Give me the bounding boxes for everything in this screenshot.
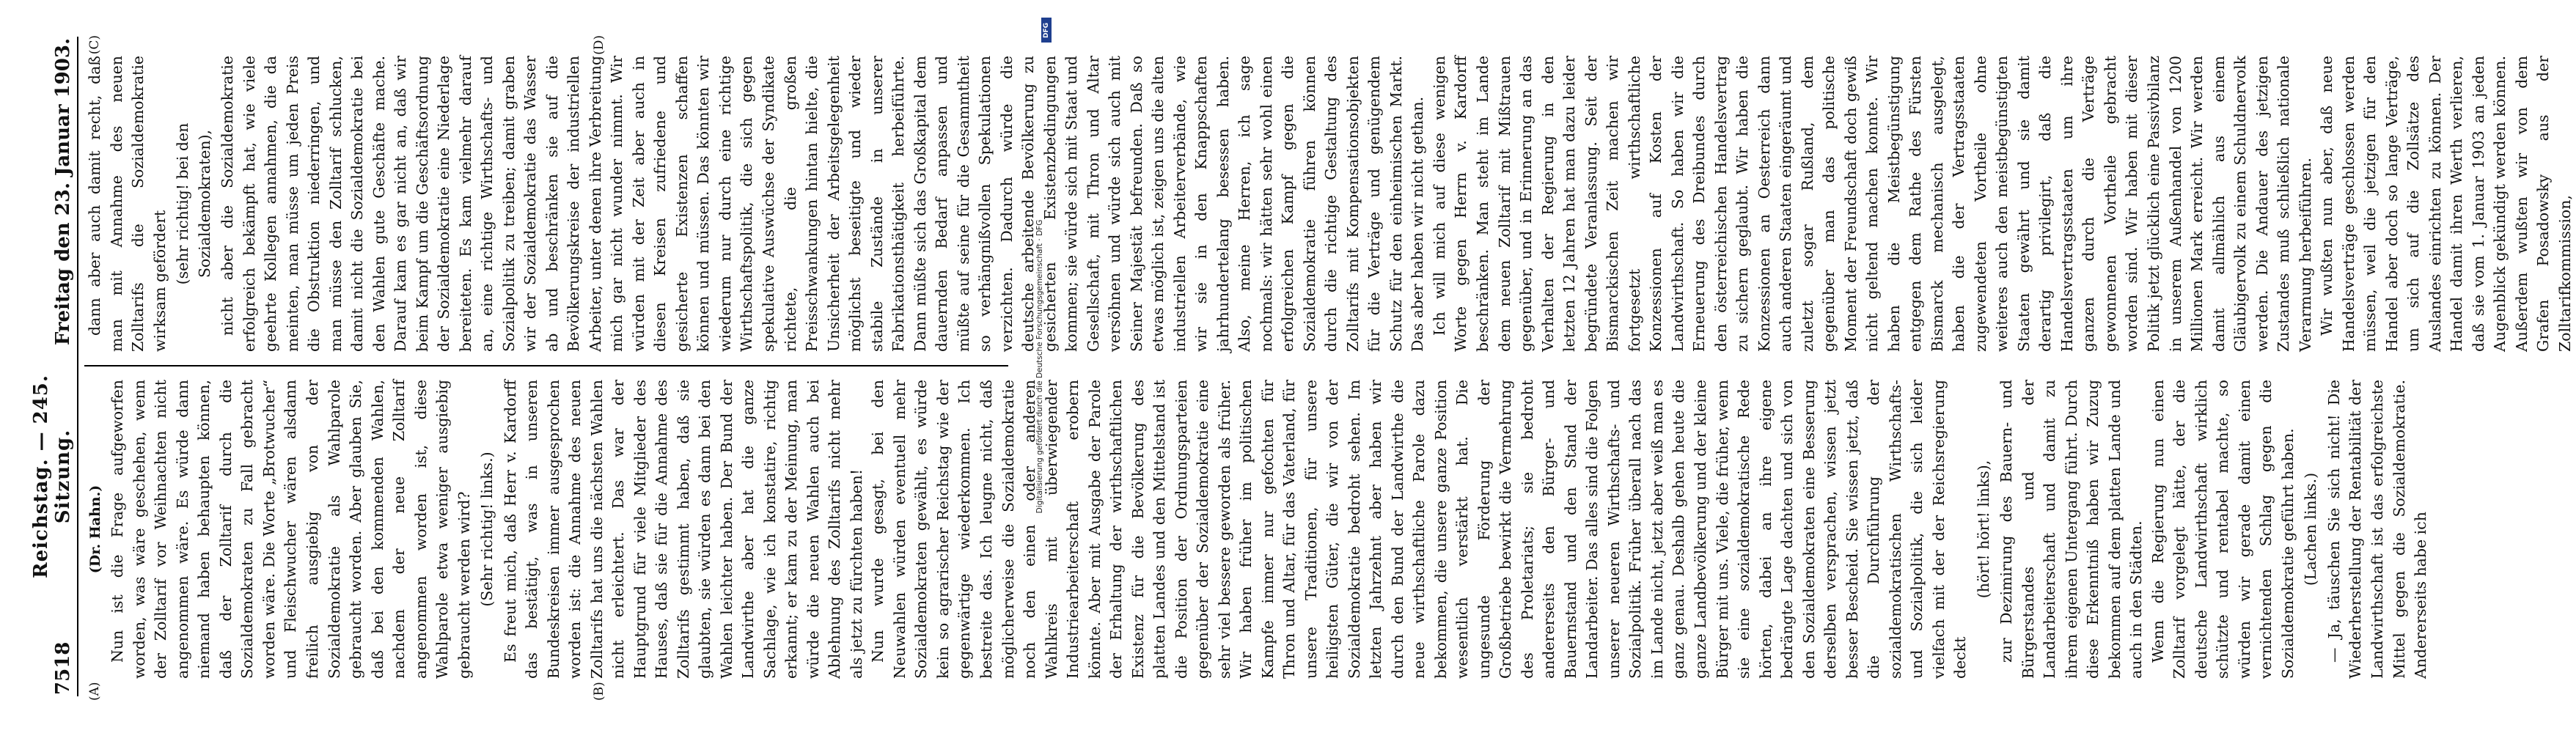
paragraph: — Ja, täuschen Sie sich nicht! Die Wiederherstellung der Rentabilität der Landwirthschaft ist das erfolgreichste Mittel gegen die Sozialdemokratie. Andererseits habe ich [2324,380,2430,679]
paragraph: Es freut mich, daß Herr v. Kardorff das bestätigt, was in unseren Bundeskreisen immer ausgesprochen worden ist: die Annahme des neuen Zolltarifs hat uns die nächsten Wahlen nicht erleichtert. Das war der Hauptgrund für viele Mitglieder des Hauses, daß sie für die Annahme des Zolltarifs gestimmt haben, daß sie glaubten, sie würden es dann bei den Wahlen leichter haben. Der Bund der Landwirthe aber hat die ganze Sachlage, wie ich konstatire, richtig erkannt; er kam zu der Meinung, man würde die neuen Wahlen auch bei Ablehnung des Zolltarifs nicht mehr als jetzt zu fürchten haben! [501,380,865,679]
paragraph: nicht aber die Sozialdemokratie erfolgreich bekämpft hat, wie viele geehrte Kollegen annahmen, die da meinten, man müsse um jeden Preis die Obstruktion niederringen, und man müsse den Zolltarif schlucken, damit nicht die Sozialdemokratie bei den Wahlen gute Geschäfte mache. Darauf kam es gar nicht an, daß wir beim Kampf um die Geschäftsordnung der Sozialdemokratie eine Niederlage bereiteten. Es kam vielmehr darauf an, eine richtige Wirthschafts- und Sozialpolitik zu treiben; damit graben wir der Sozialdemokratie das Wasser ab und beschränken sie auf die Bevölkerungskreise der industriellen Arbeiter, unter denen ihre Verbreitung mich gar nicht wunder nimmt. Wir würden mit der Zeit aber auch in diesen Kreisen zufriedene und gesicherte Existenzen schaffen können und müssen. Das könnten wir wiederum nur durch eine richtige Wirthschaftspolitik, die sich gegen spekulative Auswüchse der Syndikate richtete, die großen Preisschwankungen hintan hielte, die Unsicherheit der Arbeitsgelegenheit möglichst beseitigte und wieder stabile Zustände in unserer Fabrikationsthätigkeit herbeiführte. Dann müßte sich das Großkapital dem dauernden Bedarf anpassen und müßte auf seine für die Gesammtheit so verhängnißvollen Spekulationen verzichten. Dadurch würde die deutsche arbeitende Bevölkerung zu gesicherten Existenzbedingungen kommen; sie würde sich mit Staat und Gesellschaft, mit Thron und Altar versöhnen und würde sich auch mit Seiner Majestät befreunden. Daß so etwas möglich ist, zeigen uns die alten industriellen Arbeiterverbände, wie wir sie in den Knappschaften jahrhundertelang besessen haben. Also, meine Herren, ich sage nochmals: wir hätten sehr wohl einen erfolgreichen Kampf gegen die Sozialdemokratie führen können durch die richtige Gestaltung des Zolltarifs mit Kompensationsobjekten für die Verträge und genügendem Schutz für den einheimischen Markt. Das aber haben wir nicht gethan. [219,56,1427,352]
speaker-label: (Dr. Hahn.) [87,485,103,574]
right-column [84,35,2574,366]
margin-marker-d: (D) [592,35,606,55]
paragraph: dann aber auch damit recht, daß man mit Annahme des neuen Zolltarifs die Sozialdemokratie wirksam gefördert [86,56,169,352]
interjection: (Lachen links.) [2302,472,2320,586]
paragraph: Wir wußten nun aber, daß neue Handelsverträge geschlossen werden müssen, weil die jetzigen für den Handel aber doch so lange Verträge, um sich auf die Zollsätze des Auslandes einrichten zu können. Der Handel damit ihren Werth verlieren, daß sie vom 1. Januar 1903 an jeden Augenblick gekündigt werden können. Außerdem wußten wir von dem Grafen Posadowsky aus der Zolltarifkommission, [2318,56,2574,352]
margin-marker-a: (A) [87,682,102,701]
paragraph: Nun wurde gesagt, bei den Neuwahlen würden eventuell mehr Sozialdemokraten gewählt, es würde kein so agrarischer Reichstag wie der gegenwärtige wiederkommen. Ich bestreite das. Ich leugne nicht, daß möglicherweise die Sozialdemokratie noch den einen oder anderen Wahlkreis mit überwiegender Industriearbeiterschaft erobern könnte. Aber mit Ausgabe der Parole der Erhaltung der wirthschaftlichen Existenz für die Bevölkerung des platten Landes und den Mittelstand ist die Position der Ordnungsparteien gegenüber der Sozialdemokratie eine sehr viel bessere geworden als früher. Wir haben früher im politischen Kampfe immer nur gefochten für Thron und Altar, für das Vaterland, für unsere Traditionen, für unsere heiligsten Güter, die wir von der Sozialdemokratie bedroht sehen. Im letzten Jahrzehnt aber haben wir durch den Bund der Landwirthe die neue wirthschaftliche Parole dazu bekommen, die unsere ganze Position wesentlich verstärkt hat. Die ungesunde Förderung der Großbetriebe bewirkt die Vermehrung des Proletariats; sie bedroht andererseits den Bürger- und Bauernstand und den Stand der Landarbeiter. Das alles sind die Folgen unserer neueren Wirthschafts- und Sozialpolitik. Früher überall nach das im Lande nicht, jetzt aber weiß man es ganz genau. Deshalb gehen heute die ganze Landbevölkerung und der kleine Bürger mit uns. Viele, die früher, wenn sie eine sozialdemokratische Rede hörten, dabei an ihre eigene bedrängte Lage dachten und sich von den Sozialdemokraten eine Besserung derselben versprachen, wissen jetzt besser Bescheid. Sie wissen jetzt, daß die Durchführung der sozialdemokratischen Wirthschafts- und Sozialpolitik, die sich leider vielfach mit der der Reichsregierung deckt [869,380,1970,679]
session-title: Reichstag. — 245. Sitzung. [30,375,74,578]
interjection: (Sehr richtig! links.) [478,452,496,607]
dfg-logo: DFG [1041,18,1052,43]
paragraph: Nun ist die Frage aufgeworfen worden, was wäre geschehen, wenn der Zolltarif vor Weihnachten nicht angenommen wäre. Es würde dann niemand haben behaupten können, daß der Zolltarif durch die Sozialdemokraten zu Fall gebracht worden wäre. Die Worte „Brotwucher“ und Fleischwucher wären alsdann freilich ausgiebig von der Sozialdemokratie als Wahlparole gebraucht worden. Aber glauben Sie, daß bei den kommenden Wahlen, nachdem der neue Zolltarif angenommen worden ist, diese Wahlparole etwa weniger ausgiebig gebraucht werden wird? [109,380,473,679]
interjection: (hört! hört! links), [1974,460,1992,599]
paragraph: zur Dezimirung des Bauern- und Bürgerstandes und der Landarbeiterschaft und damit zu ihrem eigenen Untergang führt. Durch diese Erkenntniß haben wir Zuzug bekommen auf dem platten Lande und auch in den Städten. [1997,380,2146,679]
issue-date: Freitag den 23. Januar 1903. [52,38,74,346]
digitization-stamp: Digitalisierung gefördert durch die Deutsche Forschungsgemeinschaft · DFG [1035,219,1044,514]
paragraph: Wenn die Regierung nun einen Zolltarif vorgelegt hätte, der die deutsche Landwirthschaft wirklich schützte und rentabel machte, so würden wir gerade damit einen vernichtenden Schlag gegen die Sozialdemokratie geführt haben. [2148,380,2297,679]
interjection: (sehr richtig! bei den Sozialdemokraten), [174,122,213,285]
page-header [30,37,78,696]
paragraph: Ich will mich auf diese wenigen Worte gegen Herrn v. Kardorff beschränken. Man steht im Lande dem neuen Zolltarif mit Mißtrauen gegenüber, und in Erinnerung an das Verhalten der Regierung in den letzten 12 Jahren hat man dazu leider begründete Veranlassung. Seit der Bismarckischen Zeit machen wir fortgesetzt wirthschaftliche Konzessionen auf Kosten der Landwirthschaft. So haben wir die Erneuerung des Dreibundes durch den österreichischen Handelsvertrag zu sichern geglaubt. Wir haben die Konzessionen an Oesterreich dann auch anderen Staaten eingeräumt und zuletzt sogar Rußland, dem gegenüber man das politische Moment der Freundschaft doch gewiß nicht geltend machen konnte. Wir haben die Meistbegünstigung entgegen dem Rathe des Fürsten Bismarck mechanisch ausgelegt, haben die der Vertragsstaaten zugewendeten Vortheile ohne weiteres auch den meistbegünstigten Staaten gewährt und sie damit derartig privilegirt, daß die Handelsvertragsstaaten um ihre ganzen durch die Verträge gewonnenen Vortheile gebracht worden sind. Wir haben mit dieser Politik jetzt glücklich eine Passivbilanz in unserem Außenhandel von 1200 Millionen Mark erreicht. Wir werden damit allmählich aus einem Gläubigervolk zu einem Schuldnervolk werden. Die Andauer des jetzigen Zustandes muß schließlich nationale Verarmung herbeiführen. [1430,56,2314,352]
margin-marker-c: (C) [87,35,102,55]
page-number: 7518 [52,641,74,695]
margin-marker-b: (B) [592,682,606,701]
